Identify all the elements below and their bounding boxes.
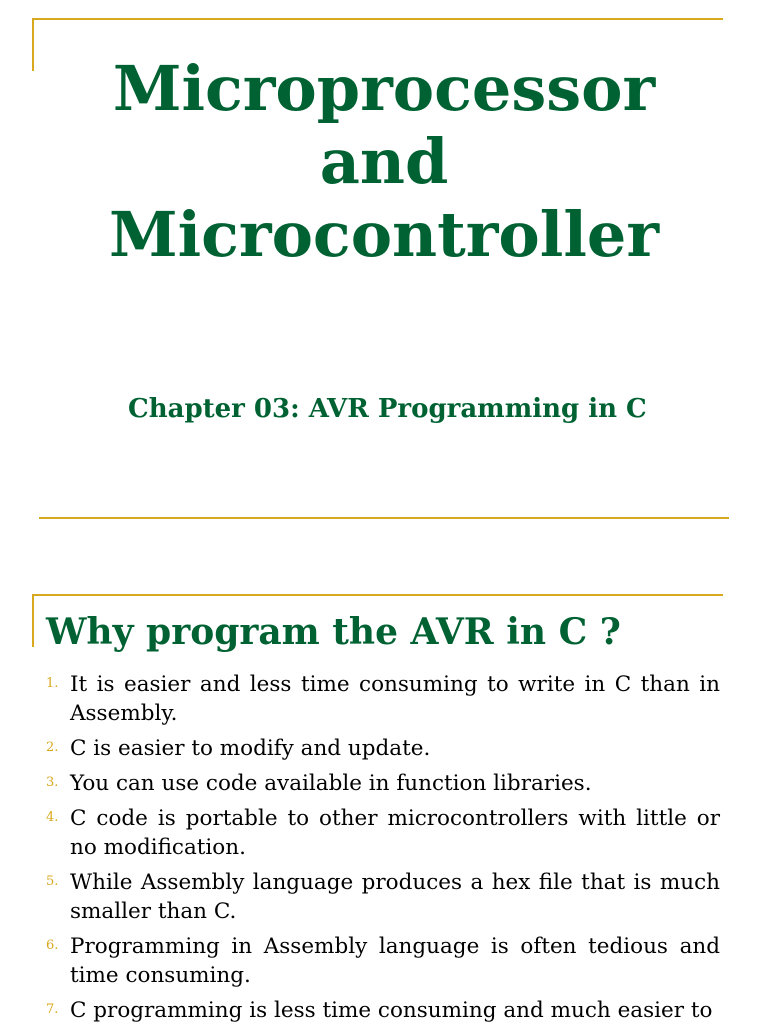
- content-slide: [0, 560, 768, 1024]
- list-item: [0, 868, 720, 926]
- top-border-line: [32, 18, 723, 20]
- left-border-line: [32, 594, 34, 647]
- list-item-number: 6.: [46, 938, 59, 953]
- list-item: [0, 769, 720, 798]
- list-item-number: 7.: [46, 1002, 59, 1017]
- list-item: [0, 734, 720, 763]
- list-item-number: 4.: [46, 810, 59, 825]
- title-line-2: and: [319, 125, 449, 198]
- list-item-text: While Assembly language produces a hex file that is much smaller than C.: [70, 870, 720, 924]
- list-item-number: 2.: [46, 740, 59, 755]
- list-item: [0, 932, 720, 990]
- slide-heading: Why program the AVR in C ?: [46, 611, 621, 653]
- list-item: [0, 670, 720, 728]
- list-item-text: It is easier and less time consuming to write in C than in Assembly.: [70, 672, 720, 726]
- title-line-3: Microcontroller: [108, 198, 659, 271]
- list-item-text: Programming in Assembly language is often tedious and time consuming.: [70, 934, 720, 988]
- reasons-list: [0, 670, 768, 1024]
- list-item-number: 3.: [46, 775, 59, 790]
- list-item: [0, 996, 720, 1024]
- list-item-text: C programming is less time consuming and much easier to: [70, 998, 713, 1023]
- list-item: [0, 804, 720, 862]
- top-border-line: [32, 594, 723, 596]
- list-item-text: You can use code available in function libraries.: [70, 771, 592, 796]
- list-item-number: 1.: [46, 676, 59, 691]
- title-line-1: Microprocessor: [112, 52, 656, 125]
- list-item-text: C is easier to modify and update.: [70, 736, 431, 761]
- list-item-number: 5.: [46, 874, 59, 889]
- chapter-subtitle: Chapter 03: AVR Programming in C: [128, 394, 647, 424]
- presentation-title: [0, 52, 768, 271]
- bottom-divider-line: [39, 517, 729, 519]
- list-item-text: C code is portable to other microcontrollers with little or no modification.: [70, 806, 720, 860]
